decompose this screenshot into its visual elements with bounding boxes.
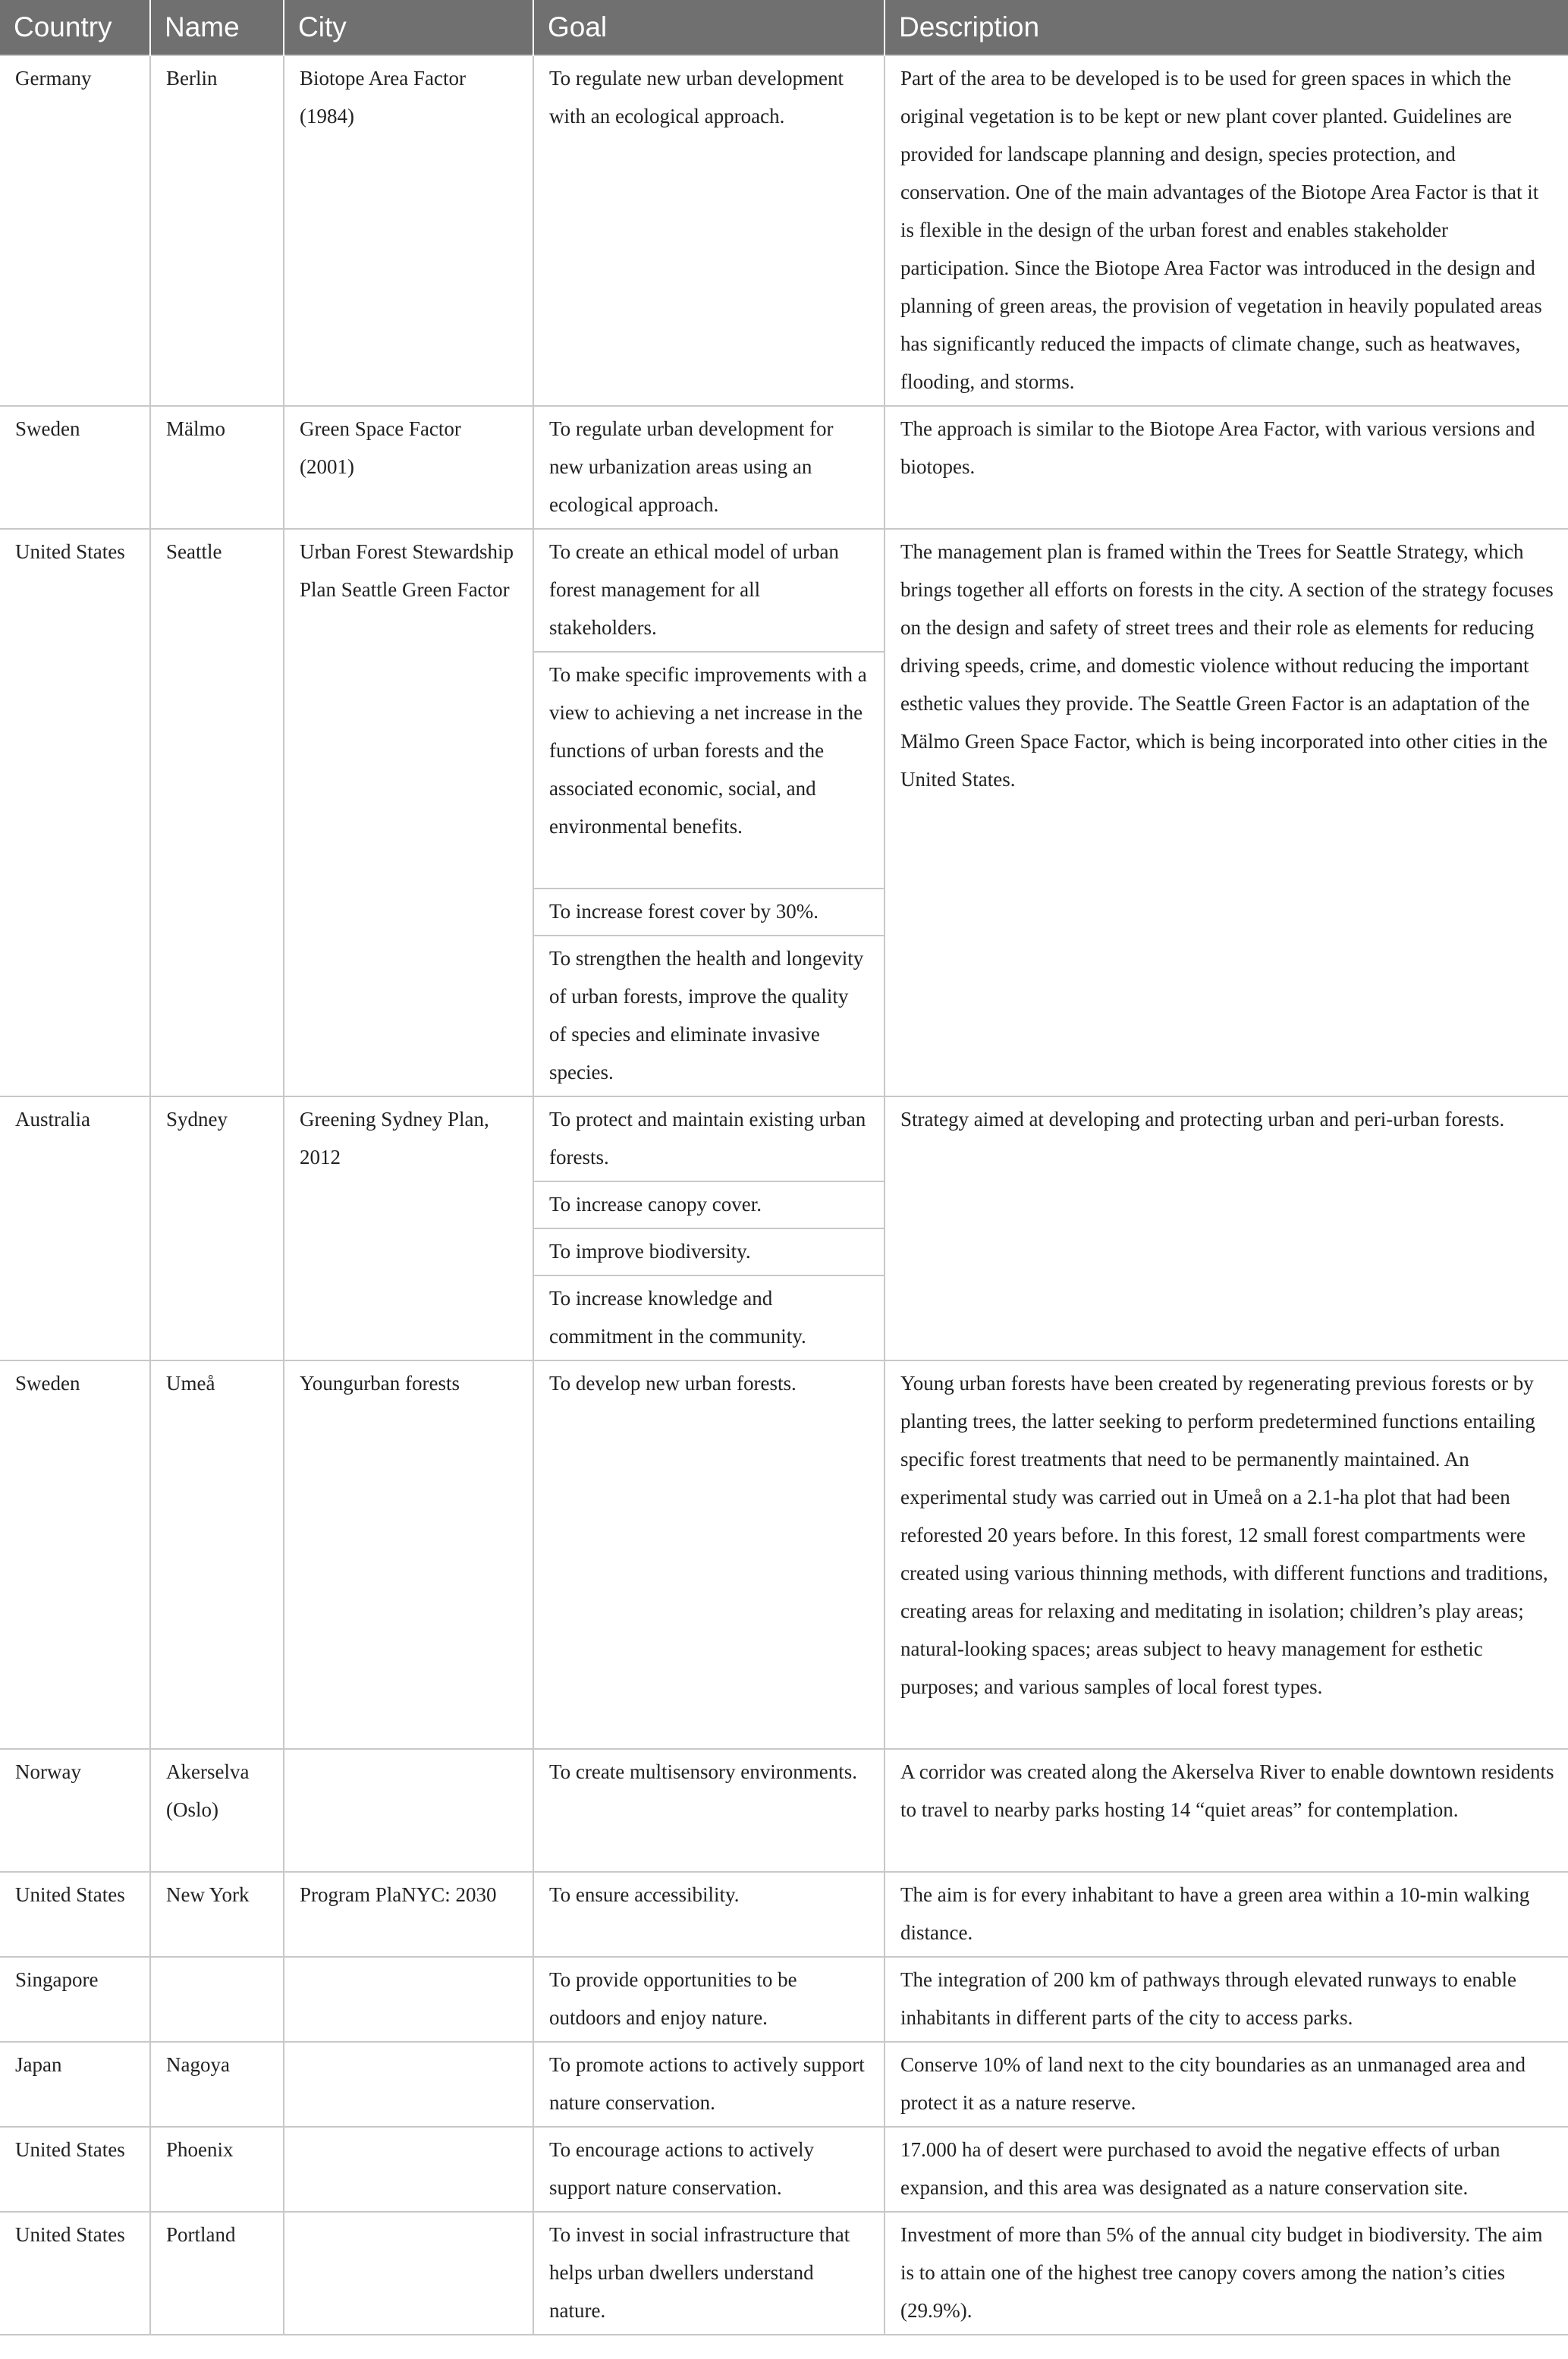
description-cell: Investment of more than 5% of the annual city budget in biodiversity. The aim is to attain one of the highest tree canopy covers among the nation’s cities (29.9%). — [885, 2212, 1568, 2335]
description-cell: Young urban forests have been created by regenerating previous forests or by planting trees, the latter seeking to perform predetermined functions entailing specific forest treatments that need to be permanently maintained. An experimental study was carried out in Umeå on a 2.1-ha plot that had been reforested 20 years before. In this forest, 12 small forest compartments were created using various thinning methods, with different functions and traditions, creating areas for relaxing and meditating in isolation; children’s play areas; natural-looking spaces; areas subject to heavy management for esthetic purposes; and various samples of local forest types. — [885, 1360, 1568, 1749]
table-row — [0, 1957, 1568, 2042]
description-cell: A corridor was created along the Akerselva River to enable downtown residents to travel to nearby parks hosting 14 “quiet areas” for contemplation. — [885, 1749, 1568, 1872]
goal-cell: To regulate urban development for new urbanization areas using an ecological approach. — [533, 406, 885, 529]
description-cell: The approach is similar to the Biotope Area Factor, with various versions and biotopes. — [885, 406, 1568, 529]
header-city: City — [284, 0, 533, 55]
header-name: Name — [150, 0, 284, 55]
name-cell: Seattle — [150, 529, 284, 1096]
goal-cell: To create multisensory environments. — [533, 1749, 885, 1872]
goal-cell: To promote actions to actively support nature conservation. — [533, 2042, 885, 2127]
country-cell: Sweden — [0, 406, 150, 529]
table-row — [0, 55, 1568, 406]
city-cell: Biotope Area Factor (1984) — [284, 55, 533, 406]
description-cell: The aim is for every inhabitant to have a green area within a 10-min walking distance. — [885, 1872, 1568, 1957]
country-cell: Sweden — [0, 1360, 150, 1749]
header-goal: Goal — [533, 0, 885, 55]
name-cell: Nagoya — [150, 2042, 284, 2127]
goal-cell: To develop new urban forests. — [533, 1360, 885, 1749]
goal-cell: To make specific improvements with a view to achieving a net increase in the functions of urban forests and the associated economic, social, and environmental benefits. — [533, 652, 885, 889]
country-cell: United States — [0, 529, 150, 1096]
city-cell — [284, 2042, 533, 2127]
city-cell — [284, 2212, 533, 2335]
city-cell — [284, 2127, 533, 2212]
name-cell: Berlin — [150, 55, 284, 406]
goal-cell: To increase forest cover by 30%. — [533, 889, 885, 936]
goal-cell: To increase canopy cover. — [533, 1181, 885, 1228]
description-cell: Strategy aimed at developing and protecting urban and peri-urban forests. — [885, 1096, 1568, 1360]
table-row — [0, 529, 1568, 652]
city-cell: Greening Sydney Plan, 2012 — [284, 1096, 533, 1360]
city-cell — [284, 1749, 533, 1872]
name-cell: New York — [150, 1872, 284, 1957]
name-cell: Akerselva (Oslo) — [150, 1749, 284, 1872]
goal-cell: To increase knowledge and commitment in the community. — [533, 1275, 885, 1360]
country-cell: Australia — [0, 1096, 150, 1360]
city-cell — [284, 1957, 533, 2042]
country-cell: United States — [0, 1872, 150, 1957]
country-cell: Singapore — [0, 1957, 150, 2042]
goal-cell: To protect and maintain existing urban forests. — [533, 1096, 885, 1181]
table-row — [0, 406, 1568, 529]
goal-cell: To create an ethical model of urban forest management for all stakeholders. — [533, 529, 885, 652]
description-cell: Part of the area to be developed is to be used for green spaces in which the original vegetation is to be kept or new plant cover planted. Guidelines are provided for landscape planning and design, species protection, and conservation. One of the main advantages of the Biotope Area Factor is that it is flexible in the design of the urban forest and enables stakeholder participation. Since the Biotope Area Factor was introduced in the design and planning of green areas, the provision of vegetation in heavily populated areas has significantly reduced the impacts of climate change, such as heatwaves, flooding, and storms. — [885, 55, 1568, 406]
table-row — [0, 1360, 1568, 1749]
goal-cell: To regulate new urban development with an ecological approach. — [533, 55, 885, 406]
name-cell: Umeå — [150, 1360, 284, 1749]
name-cell: Portland — [150, 2212, 284, 2335]
table-row — [0, 1749, 1568, 1872]
header-row — [0, 0, 1568, 55]
goal-cell: To provide opportunities to be outdoors and enjoy nature. — [533, 1957, 885, 2042]
country-cell: United States — [0, 2127, 150, 2212]
goal-cell: To encourage actions to actively support nature conservation. — [533, 2127, 885, 2212]
name-cell: Mälmo — [150, 406, 284, 529]
table-row — [0, 2127, 1568, 2212]
country-cell: United States — [0, 2212, 150, 2335]
description-cell: The management plan is framed within the Trees for Seattle Strategy, which brings together all efforts on forests in the city. A section of the strategy focuses on the design and safety of street trees and their role as elements for reducing driving speeds, crime, and domestic violence without reducing the important esthetic values they provide. The Seattle Green Factor is an adaptation of the Mälmo Green Space Factor, which is being incorporated into other cities in the United States. — [885, 529, 1568, 1096]
goal-cell: To improve biodiversity. — [533, 1228, 885, 1275]
goal-cell: To invest in social infrastructure that helps urban dwellers understand nature. — [533, 2212, 885, 2335]
city-cell: Green Space Factor (2001) — [284, 406, 533, 529]
country-cell: Germany — [0, 55, 150, 406]
description-cell: 17.000 ha of desert were purchased to avoid the negative effects of urban expansion, and this area was designated as a nature conservation site. — [885, 2127, 1568, 2212]
description-cell: The integration of 200 km of pathways through elevated runways to enable inhabitants in different parts of the city to access parks. — [885, 1957, 1568, 2042]
goal-cell: To ensure accessibility. — [533, 1872, 885, 1957]
city-cell: Youngurban forests — [284, 1360, 533, 1749]
table-row — [0, 2212, 1568, 2335]
country-cell: Norway — [0, 1749, 150, 1872]
table-row — [0, 1872, 1568, 1957]
city-cell: Urban Forest Stewardship Plan Seattle Green Factor — [284, 529, 533, 1096]
table-row — [0, 2042, 1568, 2127]
goal-cell: To strengthen the health and longevity of urban forests, improve the quality of species and eliminate invasive species. — [533, 936, 885, 1096]
header-country: Country — [0, 0, 150, 55]
country-cell: Japan — [0, 2042, 150, 2127]
description-cell: Conserve 10% of land next to the city boundaries as an unmanaged area and protect it as a nature reserve. — [885, 2042, 1568, 2127]
header-description: Description — [885, 0, 1568, 55]
city-cell: Program PlaNYC: 2030 — [284, 1872, 533, 1957]
name-cell: Sydney — [150, 1096, 284, 1360]
name-cell: Phoenix — [150, 2127, 284, 2212]
name-cell — [150, 1957, 284, 2042]
table-row — [0, 1096, 1568, 1181]
